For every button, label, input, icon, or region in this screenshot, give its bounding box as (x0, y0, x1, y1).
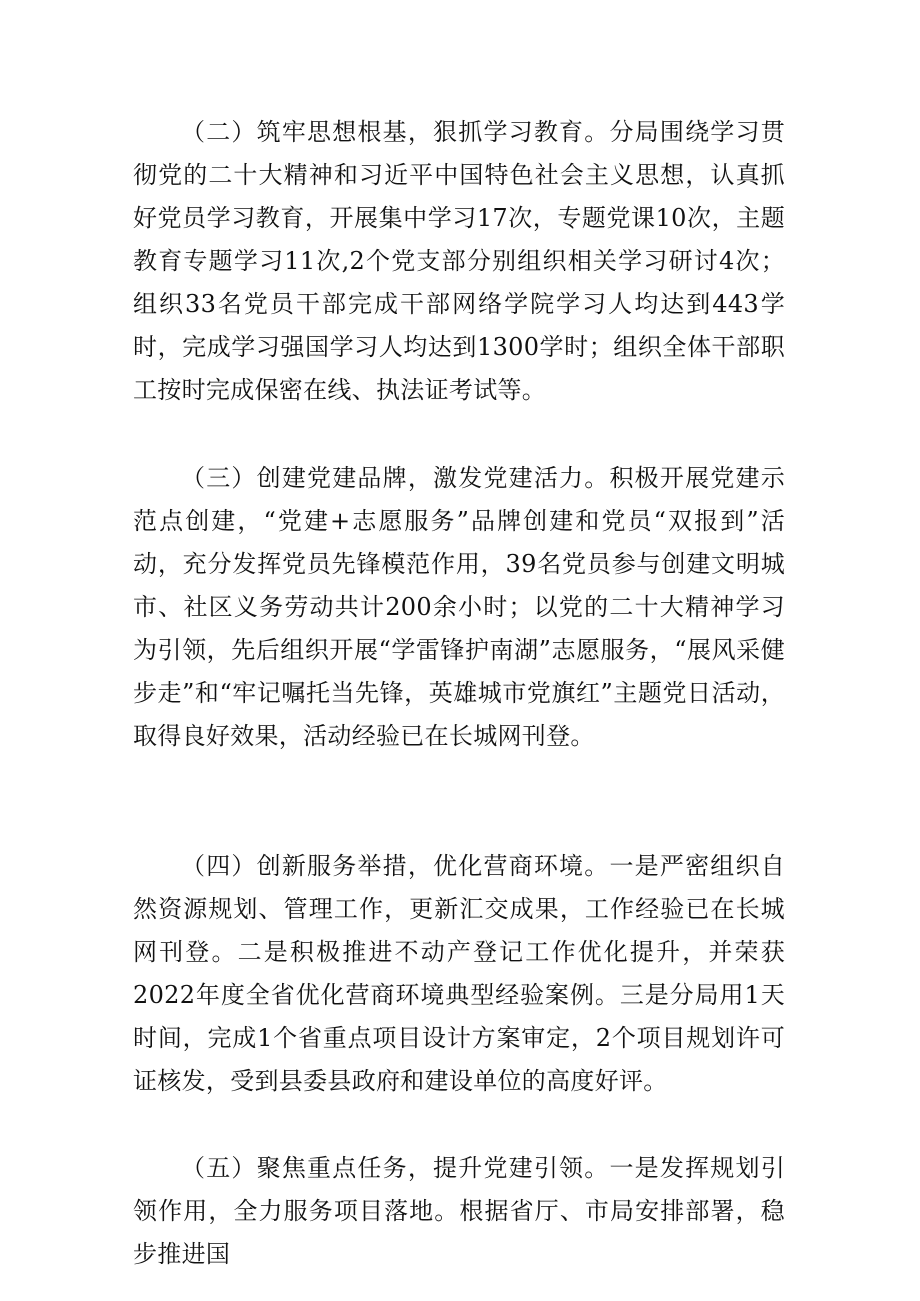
paragraph-party-brand: （三）创建党建品牌，激发党建活力。积极开展党建示范点创建，“党建+志愿服务”品牌创建和党员“双报到”活动，充分发挥党员先锋模范作用，39名党员参与创建文明城市、社区义务劳动共计200余小时；以党的二十大精神学习为引领，先后组织开展“学雷锋护南湖”志愿服务，“展风采健步走”和“牢记嘱托当先锋，英雄城市党旗红”主题党日活动，取得良好效果，活动经验已在长城网刊登。 (133, 464, 785, 750)
paragraph-study-education: （二）筑牢思想根基，狠抓学习教育。分局围绕学习贯彻党的二十大精神和习近平中国特色社会主义思想，认真抓好党员学习教育，开展集中学习17次，专题党课10次，主题教育专题学习11次,2个党支部分别组织相关学习研讨4次；组织33名党员干部完成干部网络学院学习人均达到443学时，完成学习强国学习人均达到1300学时；组织全体干部职工按时完成保密在线、执法证考试等。 (133, 118, 785, 404)
paragraph-business-environment: （四）创新服务举措，优化营商环境。一是严密组织自然资源规划、管理工作，更新汇交成果，工作经验已在长城网刊登。二是积极推进不动产登记工作优化提升，并荣获2022年度全省优化营商环境典型经验案例。三是分局用1天时间，完成1个省重点项目设计方案审定，2个项目规划许可证核发，受到县委县政府和建设单位的高度好评。 (133, 852, 785, 1095)
paragraph-key-tasks: （五）聚焦重点任务，提升党建引领。一是发挥规划引领作用，全力服务项目落地。根据省厅、市局安排部署，稳步推进国 (133, 1154, 785, 1268)
